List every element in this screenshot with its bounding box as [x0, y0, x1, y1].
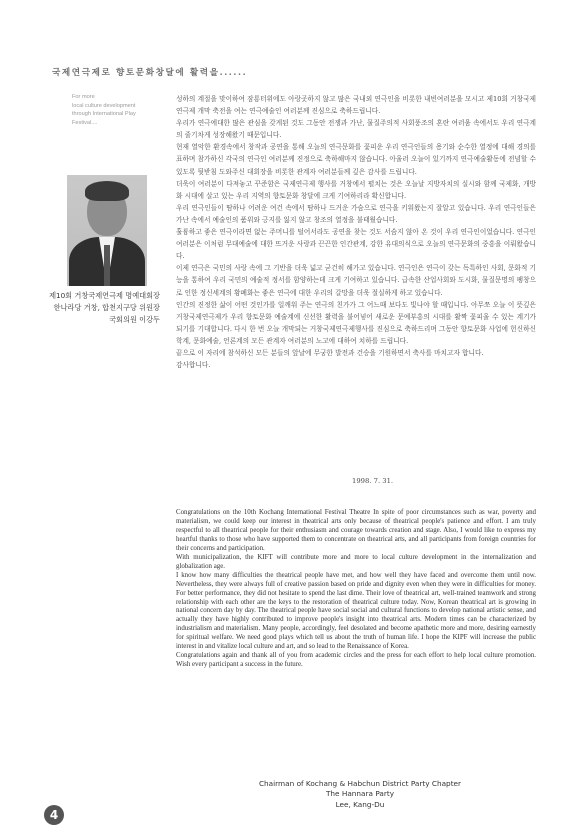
page-number: 4: [44, 805, 64, 825]
korean-paragraph: 우리 연극인들이 땀하나 어려운 여건 속에서 땀하나 드거운 가슴으로 연극을 키워왔는지 잘알고 있습니다. 우리 연극인들은 가난 속에서 예술인의 품위와 긍지를 잃지 않고 창조의 열정을 불태웠습니다.: [176, 203, 536, 224]
english-paragraph: Congratulations on the 10th Kochang International Festival Theatre In spite of poor circumstances such as war, poverty and materialism, we could keep our interest in theatrical arts only because of theatrical people's patience and effort. I am truly respectful to all theatrical people for their enthusiasm and courage towards creation and stage. Also, I would like to express my heartful thanks to those who have supported them to concentrate on theatrical arts, and all participants from foreign countries for their concerns and participation.: [176, 509, 536, 552]
page-header: 국제연극제로 향토문화창달에 활력을......: [52, 68, 248, 78]
korean-paragraph: 감사합니다.: [176, 361, 211, 370]
portrait-photo: [67, 175, 147, 286]
korean-paragraph: 성하의 계절을 맞이하여 잠룡터위에도 아랑곳하지 않고 많은 국내외 연극인을 비롯한 내빈여러분을 모시고 제10회 거창국제연극제 개막 축전을 여는 연극예술인 여러분께 진심으로 축하드립니다.: [176, 95, 536, 116]
subtitle-line: Festival....: [72, 119, 98, 126]
signature-line: The Hannara Party: [325, 789, 395, 799]
korean-paragraph: 훌륭하고 좋은 연극이라면 없는 주머니를 털어서라도 공연을 찾는 것도 서슴지 않아 온 것이 우리 연극인이었습니다. 연극인 여러분은 이처럼 무대예술에 대한 뜨거운 사랑과 끈끈한 인간관계, 강한 유대의식으로 오늘의 연극문화의 중흥을 이뤄왔습니다.: [176, 228, 536, 261]
caption-line: 국회의원 이강두: [109, 315, 160, 324]
caption-line: 제10회 거창국제연극제 명예대회장: [49, 291, 160, 300]
subtitle-line: For more: [72, 94, 95, 100]
signature-line: Lee, Kang-Du: [335, 799, 385, 809]
message-date: 1998. 7. 31.: [352, 477, 394, 485]
caption-line: 한나라당 거창, 합천지구당 위원장: [53, 303, 160, 312]
subtitle-line: through International Play: [72, 111, 136, 118]
korean-paragraph: 우리가 연극에대한 많은 관심을 갖게된 것도 그동안 전쟁과 가난, 물질주의적 사회풍조의 혼란 여러움 속에서도 우리 연극계의 줄기차게 성장해왔기 때문입니다.: [176, 119, 536, 140]
portrait-hair: [85, 181, 129, 201]
korean-message: [176, 93, 536, 371]
english-message: [176, 509, 536, 670]
signature-block: [230, 779, 490, 810]
portrait-caption: [32, 290, 160, 326]
korean-paragraph: 더욱이 여러분이 다져놓고 꾸준함은 국제연극제 행사를 거창에서 펼치는 것은 오늘날 지방자치의 실시와 함께 국제화, 개방화 시대에 살고 있는 우리 지역의 향토문화 창달에 크게 기여하리라 확신합니다.: [176, 179, 536, 200]
subtitle-line: local culture development: [72, 102, 136, 109]
english-paragraph: Congratulations again and thank all of you from academic circles and the press for each effort to help local culture promotion. Wish every participant a success in the future.: [176, 652, 536, 669]
korean-paragraph: 인간의 진정한 삶이 어떤 것인가를 일깨워 주는 연극의 친가가 그 어느때 보다도 빛나야 할 때입니다. 아무쪼 오늘 이 뜻깊은 거창국제연극제가 우리 향토문화 예술계에 신선한 활력을 불어넣어 새로운 문예부흥의 시대를 활짝 꽃피울 수 있는 계기가 되기를 기대합니다. 다시 한 번 오늘 개막되는 거창국제연극제행사를 진심으로 축하드리며 그동안 향토문화 사업에 헌신하신 학계, 문화예술, 언론계의 모든 관계자 여러분의 노고에 대하여 치하를 드립니다.: [176, 300, 536, 345]
korean-paragraph: 끝으로 이 자리에 참석하신 모든 분들의 앞날에 무궁한 발전과 건승을 기원하면서 축사를 마치고자 합니다.: [176, 348, 484, 357]
english-paragraph: With municipalization, the KIFT will contribute more and more to local culture development in the internalization and globalization age.: [176, 553, 536, 570]
korean-paragraph: 현재 열악한 환경속에서 창작과 공연을 통해 오늘의 연극문화를 꽃피운 우리 연극인들의 용기와 순수한 열정에 대해 경의를 표하며 참가하신 각국의 연극인 여러분께 진정으로 축하해마지 않습니다. 아울러 오늘이 있기까지 연극예술활동에 전념할 수 있도록 뒷받침 도와주신 대회장을 비롯한 관계자 여러분들께 깊은 감사를 드립니다.: [176, 143, 536, 176]
signature-line: Chairman of Kochang & Habchun District Party Chapter: [258, 779, 462, 788]
english-subtitle: [72, 93, 172, 127]
english-paragraph: I know how many difficulties the theatrical people have met, and how well they have faced and overcome them until now. Nevertheless, they were always full of creative passion based on pride and dignity even when they were in difficulties for money. For better performance, they did not hesitate to spend the last dime. Their love of theatrical art, well-trained teamwork and strong relationship with each other are the keys to the restoration of theatrical culture today. Now, Korean theatrical art is growing in national concern day by day. The theatrical people have social social and cultural functions to develop national artistic sense, and actually they have highly contributed to improve people's insight into theatrical arts. Modern times can be characterized by industrialism and materialism. Many people, accordingly, feel desolated and become apathetic more and more, desiring earnestly for spiritual welfare. We need good plays which tell us about the truth of human life. I hope the KIPF will increase the public interest in and vitalize local culture and art, and so lead to the Renaissance of Korea.: [176, 571, 536, 651]
korean-paragraph: 이제 연극은 국민의 사랑 속에 그 기반을 더욱 넓고 굳건히 해가고 있습니다. 연극인은 연극이 갖는 독특하인 사회, 문화적 기능을 통하여 우리 국민의 예술적 정서를 함양하는데 크게 기여하고 있습니다. 급속한 산업사회와 도시화, 물질문명의 팽창으로 인한 정신세계의 황폐화는 좋은 연극에 대한 우리의 갈망을 더욱 절실하게 하고 있습니다.: [176, 264, 536, 297]
portrait-tie: [104, 245, 110, 286]
